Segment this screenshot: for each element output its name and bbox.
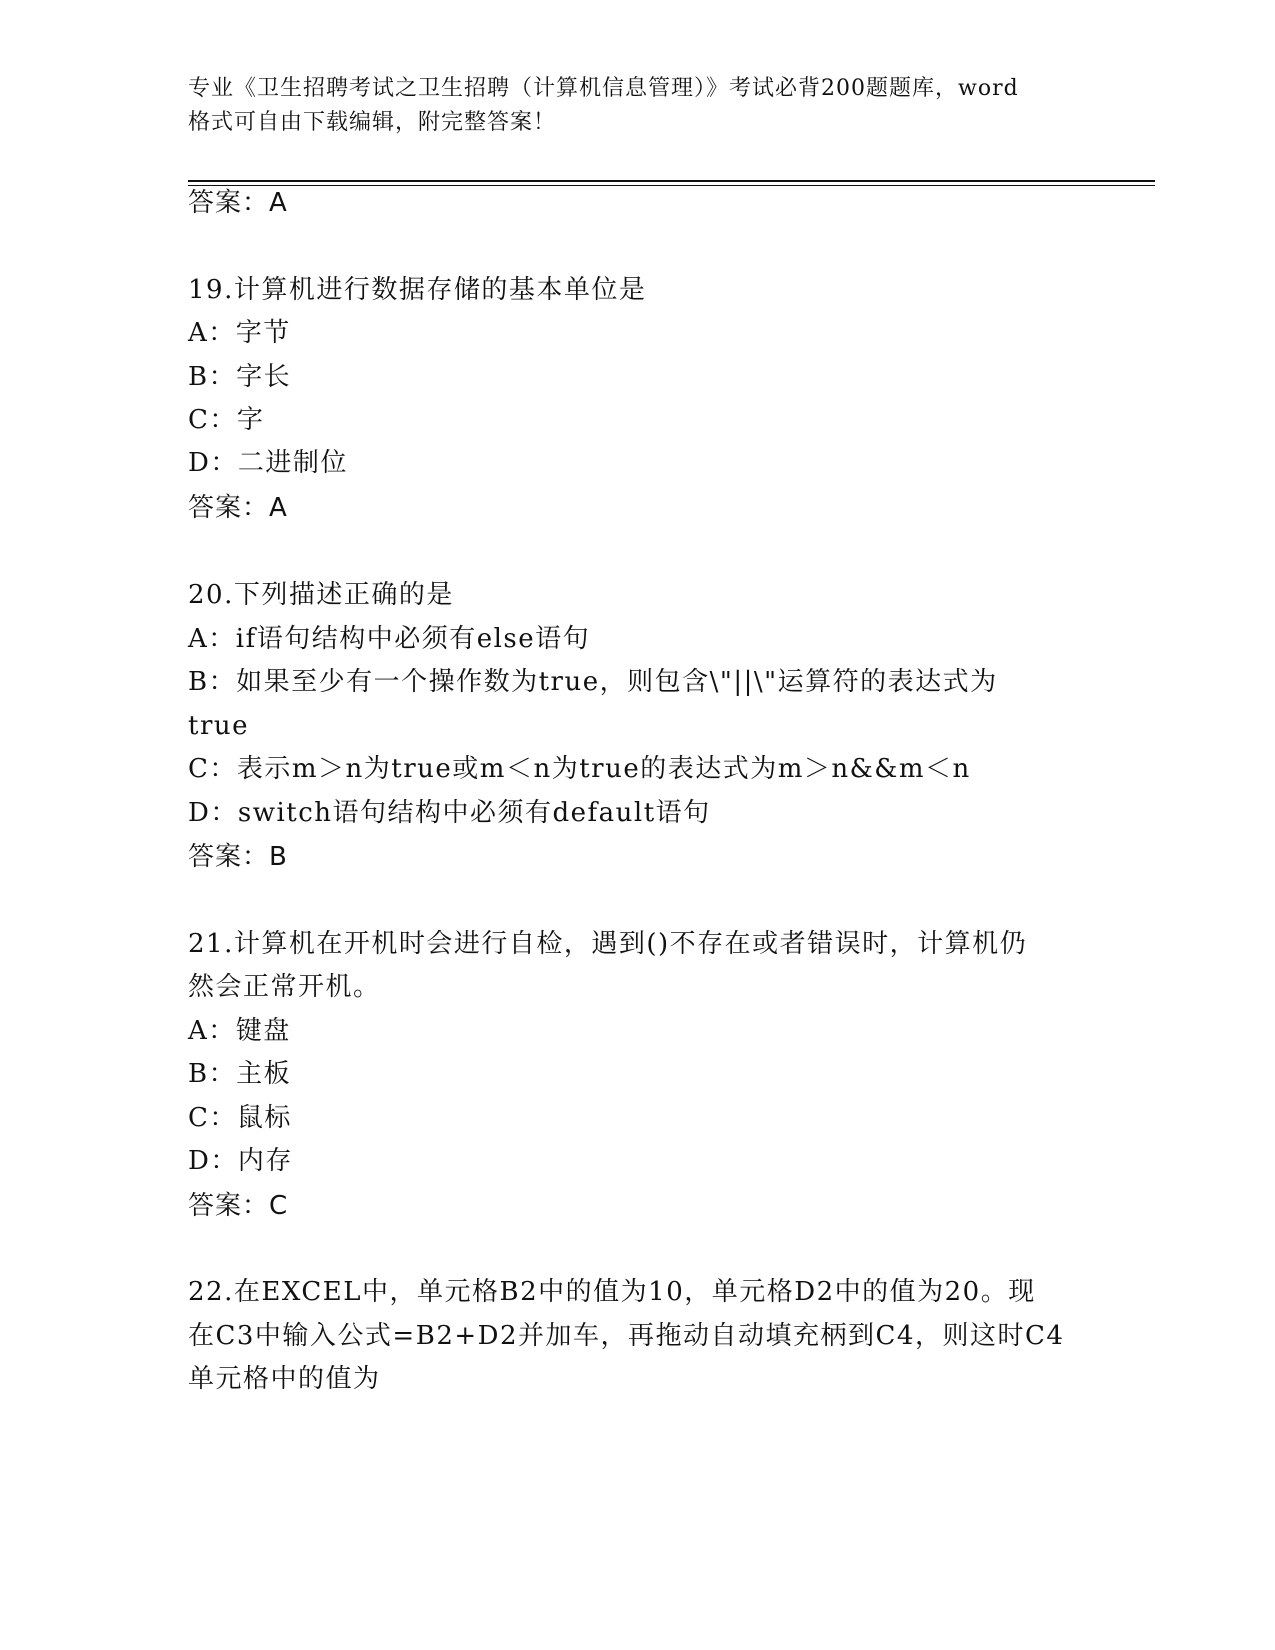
question-21-stem: 21.计算机在开机时会进行自检，遇到()不存在或者错误时，计算机仍 xyxy=(188,929,1028,959)
question-19-option-a: A：字节 xyxy=(188,318,291,348)
question-21-stem-continued: 然会正常开机。 xyxy=(188,972,381,1002)
question-21-option-a: A：键盘 xyxy=(188,1016,291,1046)
question-20-stem: 20.下列描述正确的是 xyxy=(188,580,454,610)
question-22-stem: 22.在EXCEL中，单元格B2中的值为10，单元格D2中的值为20。现 xyxy=(188,1277,1036,1307)
question-22-stem-line-2: 在C3中输入公式=B2+D2并加车，再拖动自动填充柄到C4，则这时C4 xyxy=(188,1321,1065,1351)
question-19-stem: 19.计算机进行数据存储的基本单位是 xyxy=(188,275,647,305)
header-divider-thin xyxy=(188,185,1155,186)
question-20-option-a: A：if语句结构中必须有else语句 xyxy=(188,624,591,654)
header-title-line-1: 专业《卫生招聘考试之卫生招聘（计算机信息管理）》考试必背200题题库，word xyxy=(188,76,1019,101)
header-title-line-2: 格式可自由下载编辑，附完整答案！ xyxy=(188,110,557,135)
header-divider-thick xyxy=(188,180,1155,182)
question-22-stem-line-3: 单元格中的值为 xyxy=(188,1364,381,1394)
question-19-option-c: C：字 xyxy=(188,405,265,435)
question-20-option-b-continued: true xyxy=(188,711,250,741)
question-19-option-d: D：二进制位 xyxy=(188,448,348,478)
document-header xyxy=(188,72,1088,140)
question-21-option-d: D：内存 xyxy=(188,1146,293,1176)
question-19-answer: 答案：A xyxy=(188,493,288,523)
question-21-option-b: B：主板 xyxy=(188,1059,292,1089)
question-20-answer: 答案：B xyxy=(188,842,288,872)
question-19-option-b: B：字长 xyxy=(188,362,292,392)
question-21-answer: 答案：C xyxy=(188,1191,289,1221)
question-20-option-b: B：如果至少有一个操作数为true，则包含\"||\"运算符的表达式为 xyxy=(188,667,998,697)
question-20-option-d: D：switch语句结构中必须有default语句 xyxy=(188,798,711,828)
question-20-option-c: C：表示m＞n为true或m＜n为true的表达式为m＞n&&m＜n xyxy=(188,754,971,784)
answer-previous: 答案：A xyxy=(188,188,288,218)
question-21-option-c: C：鼠标 xyxy=(188,1103,292,1133)
